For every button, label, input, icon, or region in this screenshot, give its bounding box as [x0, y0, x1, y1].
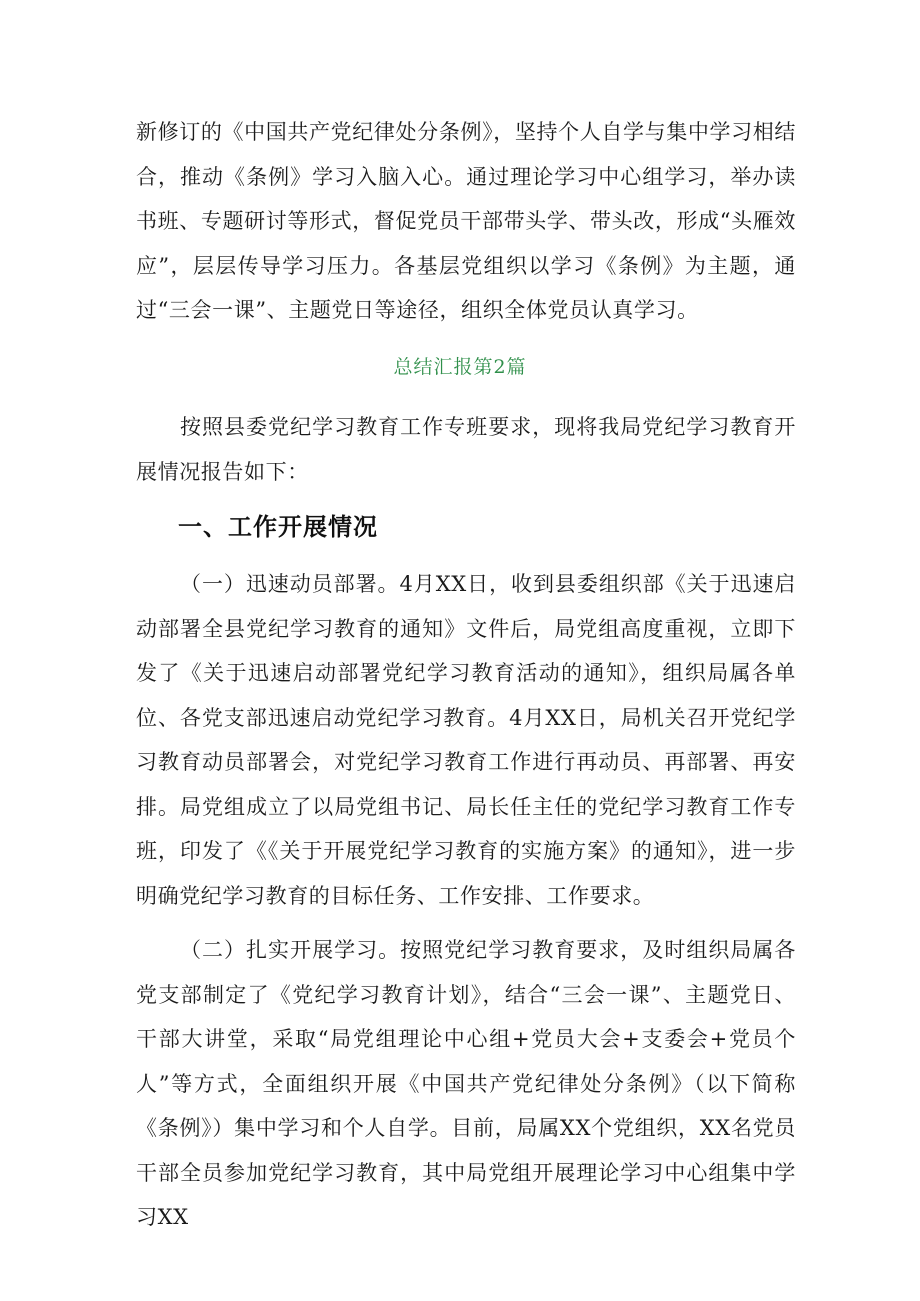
body-paragraph-4: （二）扎实开展学习。按照党纪学习教育要求，及时组织局属各党支部制定了《党纪学习教育计划》，结合“三会一课”、主题党日、干部大讲堂，采取“局党组理论中心组+党员大会+支委会+党员个人”等方式，全面组织开展《中国共产党纪律处分条例》（以下简称《条例》）集中学习和个人自学。目前，局属XX个党组织，XX名党员干部全员参加党纪学习教育，其中局党组开展理论学习中心组集中学习XX [136, 938, 796, 1229]
body-paragraph-1: 新修订的《中国共产党纪律处分条例》，坚持个人自学与集中学习相结合，推动《条例》学习入脑入心。通过理论学习中心组学习，举办读书班、专题研讨等形式，督促党员干部带头学、带头改，形成“头雁效应”，层层传导学习压力。各基层党组织以学习《条例》为主题，通过“三会一课”、主题党日等途径，组织全体党员认真学习。 [136, 120, 796, 322]
body-paragraph-2: 按照县委党纪学习教育工作专班要求，现将我局党纪学习教育开展情况报告如下： [136, 415, 796, 484]
section-title: 总结汇报第2篇 [393, 356, 527, 378]
body-paragraph-3: （一）迅速动员部署。4月XX日，收到县委组织部《关于迅速启动部署全县党纪学习教育的通知》文件后，局党组高度重视，立即下发了《关于迅速启动部署党纪学习教育活动的通知》，组织局属各单位、各党支部迅速启动党纪学习教育。4月XX日，局机关召开党纪学习教育动员部署会，对党纪学习教育工作进行再动员、再部署、再安排。局党组成立了以局党组书记、局长任主任的党纪学习教育工作专班，印发了《《关于开展党纪学习教育的实施方案》的通知》，进一步明确党纪学习教育的目标任务、工作安排、工作要求。 [136, 572, 796, 908]
heading-work-progress: 一、工作开展情况 [178, 514, 378, 541]
